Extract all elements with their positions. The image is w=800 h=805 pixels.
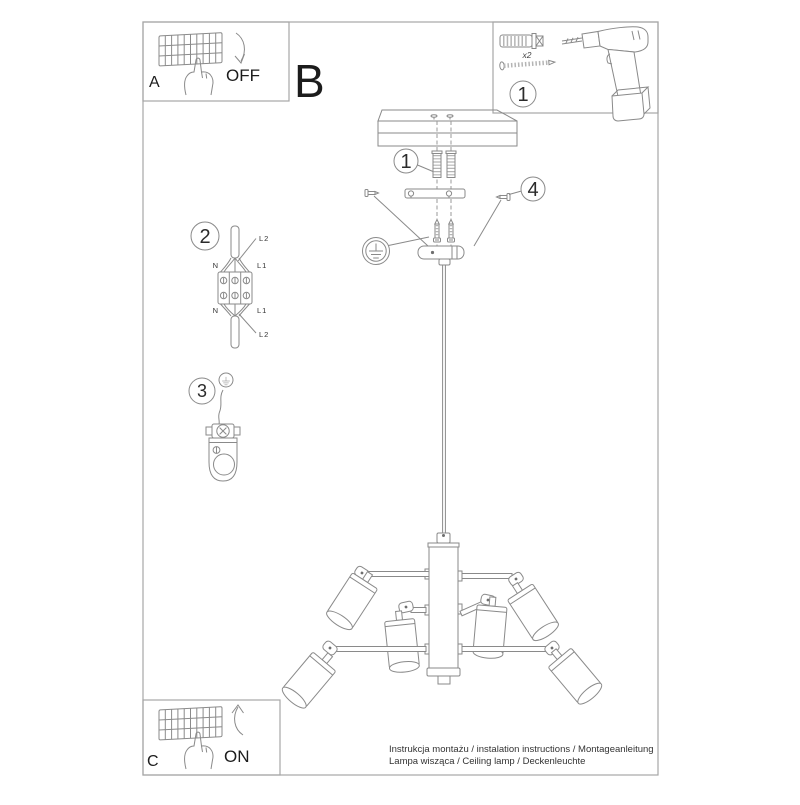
panel-a-label: A: [149, 74, 160, 91]
drill-icon: [562, 27, 650, 121]
suspension-cable: [443, 265, 446, 533]
mounting-screw-icon: [448, 220, 455, 243]
svg-text:4: 4: [527, 179, 539, 201]
canopy: [418, 246, 464, 265]
mains-cable-icon: [231, 226, 239, 258]
wire-label-n-top: N: [212, 261, 218, 270]
wire-label-l1-bottom: L1: [257, 306, 268, 315]
panel-c-label: C: [147, 753, 159, 770]
mounting-bracket-icon: [405, 189, 465, 198]
quantity-label: x2: [522, 50, 532, 60]
lamp-illustration: [279, 533, 604, 711]
grounding-diagram: [189, 373, 240, 481]
wire-label-l2-top: L2: [259, 234, 270, 243]
lamp-body: [429, 547, 458, 669]
cable-clamp-icon: [206, 424, 240, 481]
step2-callout: [191, 222, 219, 250]
wire-label-l1-top: L1: [257, 261, 268, 270]
anchor-plug-icon: [446, 151, 456, 178]
footer: [389, 744, 654, 767]
breaker-panel-icon: [159, 33, 222, 66]
mounting-screw-icon: [434, 220, 441, 243]
panel-c-state: ON: [224, 747, 250, 766]
footer-line-1: Instrukcja montażu / instalation instructions / Montageanleitung: [389, 744, 654, 755]
ground-symbol-small-icon: [219, 373, 233, 387]
lamp-arm: [462, 647, 547, 652]
side-screw-icon: [497, 194, 511, 201]
wire-label-n-bottom: N: [212, 306, 218, 315]
lamp-elbow-icon: [321, 640, 338, 657]
panel-a-state: OFF: [226, 66, 260, 85]
lamp-top-connector: [437, 533, 450, 543]
wiring-diagram: [191, 222, 269, 348]
panel-a: [143, 22, 289, 101]
lamp-bottom-cap: [427, 668, 460, 684]
label-leader: [238, 239, 256, 262]
arm-collar: [458, 571, 462, 581]
svg-text:2: 2: [199, 226, 211, 248]
side-screw-icon: [365, 190, 379, 197]
step4-callout: [509, 177, 545, 201]
wall-plug-icon: [500, 34, 543, 49]
guide-line: [474, 200, 501, 246]
wire-fan-bottom: [221, 304, 250, 316]
lamp-shade-icon: [384, 610, 420, 674]
terminal-block-icon: [218, 272, 252, 304]
section-b-label: B: [294, 55, 325, 107]
svg-text:1: 1: [517, 84, 529, 106]
svg-text:1: 1: [400, 151, 412, 173]
anchor-plug-icon: [432, 151, 442, 178]
ceiling-diagram: [363, 110, 546, 533]
step1-tools-callout: [510, 81, 536, 107]
wire-label-l2-bottom: L2: [259, 330, 270, 339]
lamp-cable-icon: [231, 316, 239, 348]
lamp-shade-icon: [502, 576, 560, 644]
ground-wire-icon: [219, 390, 223, 424]
lamp-arm: [367, 572, 429, 577]
arm-collar: [458, 644, 462, 654]
svg-text:3: 3: [196, 381, 208, 401]
lamp-arm: [462, 574, 512, 579]
step3-callout: [189, 378, 215, 404]
lamp-body-rim: [428, 543, 459, 547]
ceiling-slab: [378, 110, 517, 146]
footer-line-2: Lampa wisząca / Ceiling lamp / Deckenleuchte: [389, 756, 586, 767]
curved-arrow-up-icon: [232, 705, 244, 735]
label-leader: [239, 314, 256, 333]
step1-callout: [394, 149, 433, 173]
panel-tools: [493, 22, 658, 121]
lamp-arm: [336, 647, 426, 652]
panel-c: [143, 700, 280, 775]
wire-fan-top: [221, 258, 250, 272]
curved-arrow-down-icon: [235, 33, 245, 63]
breaker-panel-icon: [159, 707, 222, 740]
